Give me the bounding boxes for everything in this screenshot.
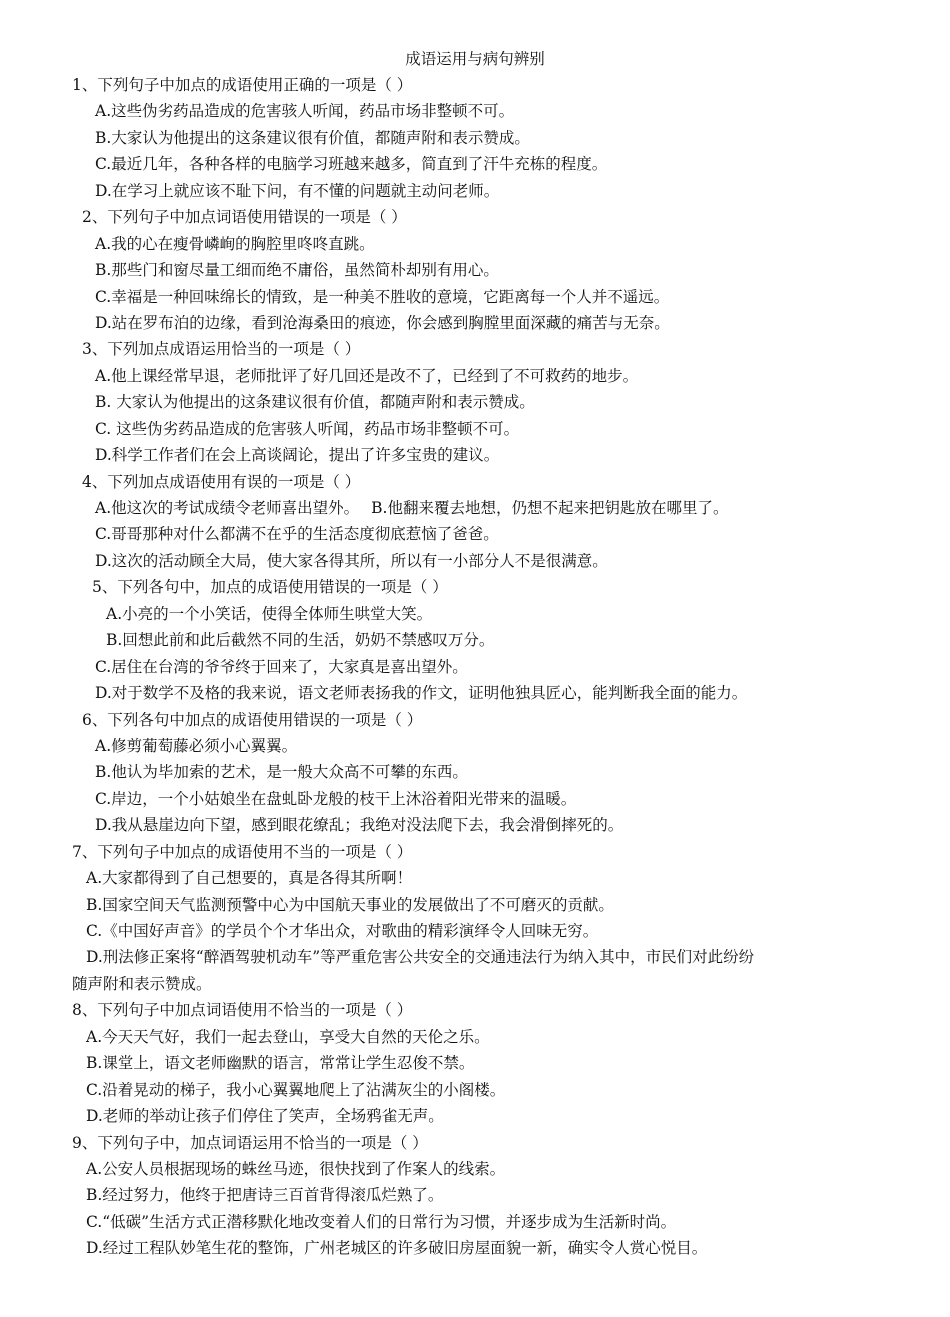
question-8-option-b: B.课堂上，语文老师幽默的语言，常常让学生忍俊不禁。 xyxy=(86,1054,475,1073)
question-6-stem: 6、下列各句中加点的成语使用错误的一项是（ ） xyxy=(82,710,423,729)
question-7-option-d: D.刑法修正案将“醉酒驾驶机动车”等严重危害公共安全的交通违法行为纳入其中，市民们对此纷纷 xyxy=(86,948,755,967)
question-4-stem: 4、下列加点成语使用有误的一项是（ ） xyxy=(82,472,361,491)
question-2-stem: 2、下列句子中加点词语使用错误的一项是（ ） xyxy=(82,208,407,227)
question-4-option-b: B.他翻来覆去地想，仍想不起来把钥匙放在哪里了。 xyxy=(371,499,729,517)
question-1-stem: 1、下列句子中加点的成语使用正确的一项是（ ） xyxy=(72,76,413,94)
question-5-option-d: D.对于数学不及格的我来说，语文老师表扬我的作文，证明他独具匠心，能判断我全面的能力。 xyxy=(95,684,748,703)
document-title: 成语运用与病句辨别 xyxy=(405,50,545,68)
question-9-option-d: D.经过工程队妙笔生花的整饰，广州老城区的许多破旧房屋面貌一新，确实令人赏心悦目。 xyxy=(86,1239,708,1258)
question-6-option-c: C.岸边，一个小姑娘坐在盘虬卧龙般的枝干上沐浴着阳光带来的温暖。 xyxy=(95,789,577,808)
question-7-stem: 7、下列句子中加点的成语使用不当的一项是（ ） xyxy=(72,842,413,861)
question-1-option-a: A.这些伪劣药品造成的危害骇人听闻，药品市场非整顿不可。 xyxy=(95,102,515,121)
question-4-option-a: A.他这次的考试成绩令老师喜出望外。 xyxy=(95,499,360,517)
question-9-option-a: A.公安人员根据现场的蛛丝马迹，很快找到了作案人的线索。 xyxy=(86,1159,506,1178)
question-5-option-b: B.回想此前和此后截然不同的生活，奶奶不禁感叹万分。 xyxy=(106,631,495,650)
question-5-stem: 5、下列各句中，加点的成语使用错误的一项是（ ） xyxy=(92,578,448,597)
question-2-option-c: C.幸福是一种回味绵长的情致，是一种美不胜收的意境，它距离每一个人并不遥远。 xyxy=(95,287,670,306)
question-1-option-c: C.最近几年，各种各样的电脑学习班越来越多，简直到了汗牛充栋的程度。 xyxy=(95,155,608,174)
question-2-option-a: A.我的心在瘦骨嶙峋的胸腔里咚咚直跳。 xyxy=(95,234,375,253)
question-9-option-b: B.经过努力，他终于把唐诗三百首背得滚瓜烂熟了。 xyxy=(86,1186,444,1205)
question-3-option-d: D.科学工作者们在会上高谈阔论，提出了许多宝贵的建议。 xyxy=(95,446,500,465)
question-7-option-d-continued: 随声附和表示赞成。 xyxy=(72,974,212,993)
question-5-option-c: C.居住在台湾的爷爷终于回来了，大家真是喜出望外。 xyxy=(95,657,468,676)
question-1-option-b: B.大家认为他提出的这条建议很有价值，都随声附和表示赞成。 xyxy=(95,128,530,147)
question-1-option-d: D.在学习上就应该不耻下问，有不懂的问题就主动问老师。 xyxy=(95,181,500,200)
question-8-stem: 8、下列句子中加点词语使用不恰当的一项是（ ） xyxy=(72,1001,413,1020)
question-3-stem: 3、下列加点成语运用恰当的一项是（ ） xyxy=(82,340,361,359)
question-7-option-a: A.大家都得到了自己想要的，真是各得其所啊！ xyxy=(86,869,413,888)
question-9-stem: 9、下列句子中，加点词语运用不恰当的一项是（ ） xyxy=(72,1133,428,1152)
question-5-option-a: A.小亮的一个小笑话，使得全体师生哄堂大笑。 xyxy=(106,604,433,623)
question-7-option-b: B.国家空间天气监测预警中心为中国航天事业的发展做出了不可磨灭的贡献。 xyxy=(86,895,614,914)
question-6-option-a: A.修剪葡萄藤必须小心翼翼。 xyxy=(95,736,298,755)
question-8-option-a: A.今天天气好，我们一起去登山，享受大自然的天伦之乐。 xyxy=(86,1027,490,1046)
question-2-option-d: D.站在罗布泊的边缘，看到沧海桑田的痕迹，你会感到胸膛里面深藏的痛苦与无奈。 xyxy=(95,313,670,332)
question-8-option-c: C.沿着晃动的梯子，我小心翼翼地爬上了沾满灰尘的小阁楼。 xyxy=(86,1080,506,1099)
question-7-option-c: C.《中国好声音》的学员个个才华出众，对歌曲的精彩演绎令人回味无穷。 xyxy=(86,922,599,940)
question-3-option-c: C. 这些伪劣药品造成的危害骇人听闻，药品市场非整顿不可。 xyxy=(95,419,520,438)
question-3-option-b: B. 大家认为他提出的这条建议很有价值，都随声附和表示赞成。 xyxy=(95,393,535,412)
question-4-option-d: D.这次的活动顾全大局，使大家各得其所，所以有一小部分人不是很满意。 xyxy=(95,551,608,570)
question-2-option-b: B.那些门和窗尽量工细而绝不庸俗，虽然简朴却别有用心。 xyxy=(95,261,499,280)
question-4-option-c: C.哥哥那种对什么都满不在乎的生活态度彻底惹恼了爸爸。 xyxy=(95,525,499,544)
question-9-option-c: C.“低碳”生活方式正潜移默化地改变着人们的日常行为习惯，并逐步成为生活新时尚。 xyxy=(86,1212,677,1231)
question-8-option-d: D.老师的举动让孩子们停住了笑声，全场鸦雀无声。 xyxy=(86,1107,444,1126)
question-4-options-ab xyxy=(0,495,950,521)
question-6-option-d: D.我从悬崖边向下望，感到眼花缭乱；我绝对没法爬下去，我会滑倒摔死的。 xyxy=(95,816,624,835)
question-3-option-a: A.他上课经常早退，老师批评了好几回还是改不了，已经到了不可救药的地步。 xyxy=(95,366,639,385)
question-6-option-b: B.他认为毕加索的艺术，是一般大众高不可攀的东西。 xyxy=(95,763,468,782)
document-body xyxy=(0,72,950,1262)
